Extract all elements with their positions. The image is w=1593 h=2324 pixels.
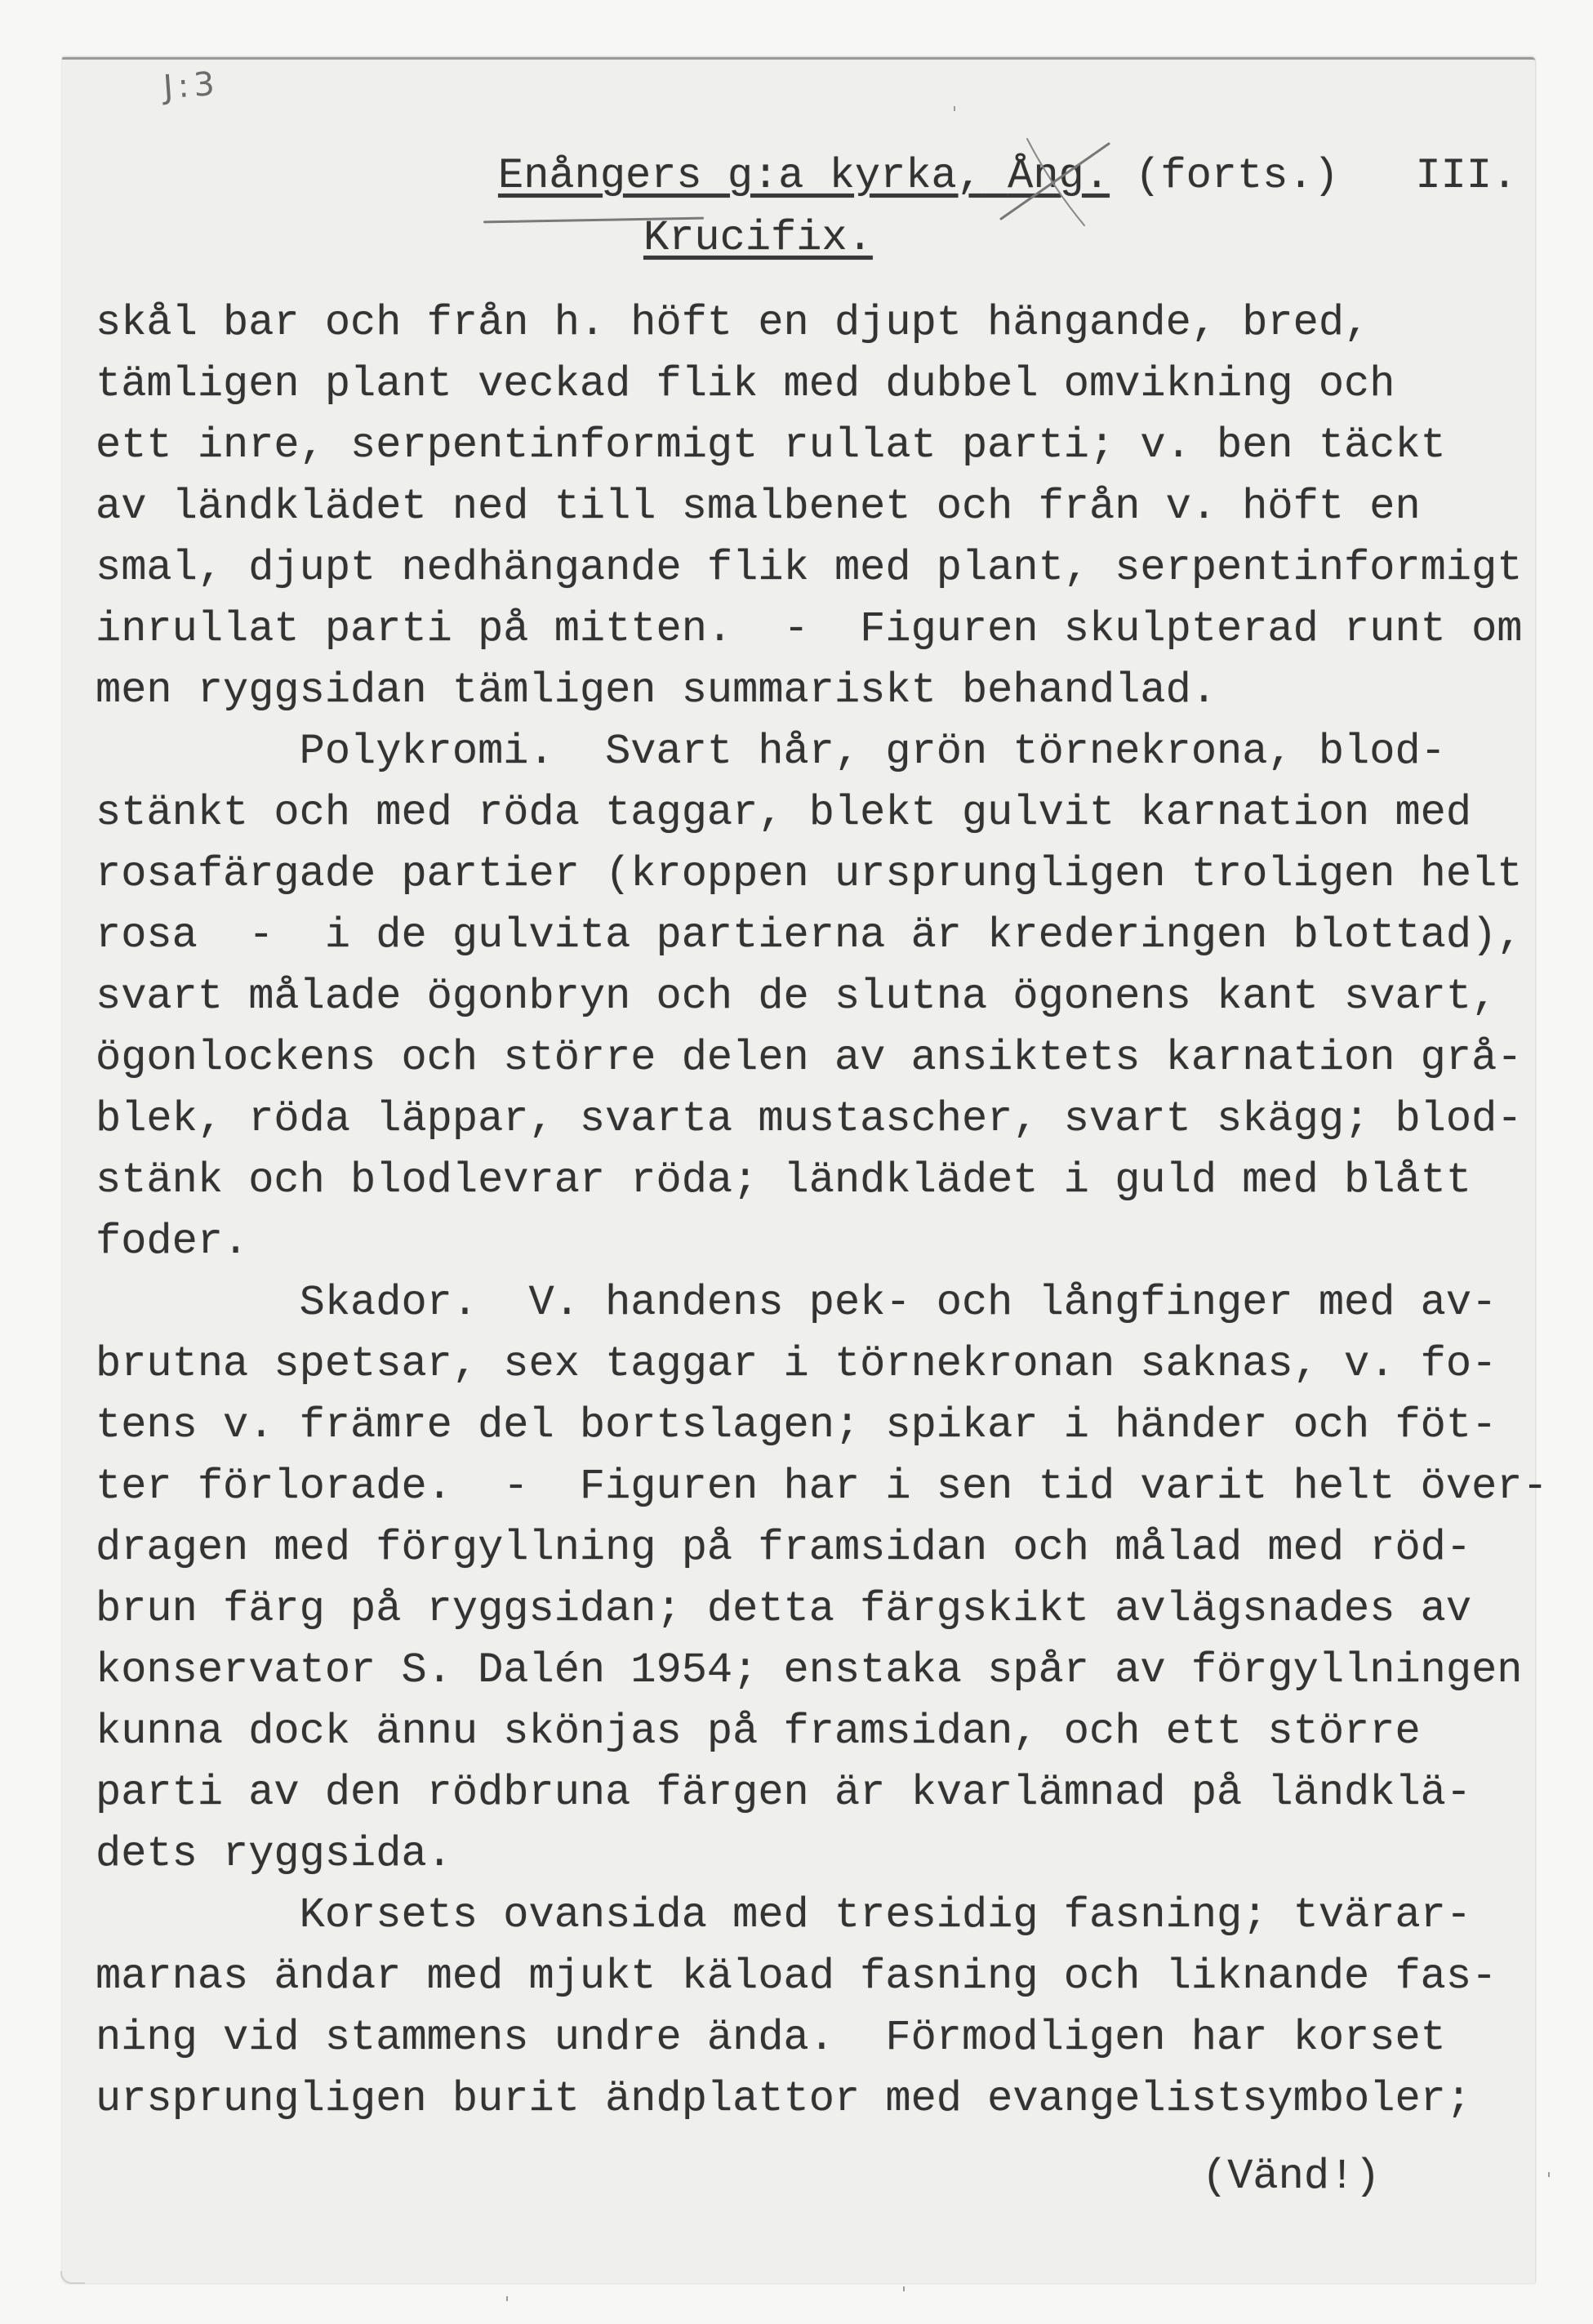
sheet-number: III. — [1415, 152, 1518, 200]
body-line: Korsets ovansida med tresidig fasning; tvärar- — [96, 1891, 1472, 1939]
body-line: marnas ändar med mjukt käload fasning och liknande fas- — [96, 1952, 1497, 2001]
body-line: svart målade ögonbryn och de slutna ögonens kant svart, — [96, 973, 1497, 1021]
scan-speck — [506, 2296, 508, 2301]
body-line: dets ryggsida. — [96, 1830, 452, 1878]
body-line: blek, röda läppar, svarta mustascher, svart skägg; blod- — [96, 1095, 1523, 1143]
body-line: Polykromi. Svart hår, grön törnekrona, blod- — [96, 728, 1446, 776]
body-line: brun färg på ryggsidan; detta färgskikt avlägsnades av — [96, 1585, 1472, 1633]
body-line: dragen med förgyllning på framsidan och målad med röd- — [96, 1524, 1472, 1572]
body-line: konservator S. Dalén 1954; enstaka spår av förgyllningen — [96, 1646, 1523, 1694]
header-continued: (forts.) — [1135, 152, 1339, 200]
body-line: rosafärgade partier (kroppen ursprungligen troligen helt — [96, 850, 1523, 898]
body-line: ett inre, serpentinformigt rullat parti; v. ben täckt — [96, 421, 1446, 470]
body-line: av ländklädet ned till smalbenet och från v. höft en — [96, 483, 1421, 531]
body-line: smal, djupt nedhängande flik med plant, serpentinformigt — [96, 544, 1523, 592]
body-line: ursprungligen burit ändplattor med evangelistsymboler; — [96, 2075, 1472, 2123]
body-line: ögonlockens och större delen av ansiktets karnation grå- — [96, 1034, 1523, 1082]
body-line: stänkt och med röda taggar, blekt gulvit karnation med — [96, 789, 1472, 837]
scan-speck — [1548, 2172, 1550, 2177]
subtitle-line — [643, 214, 873, 262]
body-line: tämligen plant veckad flik med dubbel omvikning och — [96, 360, 1395, 408]
header-subtitle: Krucifix. — [643, 214, 873, 262]
header-line — [498, 152, 1518, 200]
body-line: Skador. V. handens pek- och långfinger med av- — [96, 1279, 1497, 1327]
turn-over-note: (Vänd!) — [1202, 2153, 1381, 2201]
body-line: stänk och blodlevrar röda; ländklädet i guld med blått — [96, 1156, 1472, 1204]
body-line: brutna spetsar, sex taggar i törnekronan saknas, v. fo- — [96, 1340, 1497, 1388]
scan-speck — [954, 106, 955, 111]
scan-speck — [903, 2286, 905, 2291]
body-line: foder. — [96, 1218, 249, 1266]
header-title: Enångers g:a kyrka, — [498, 152, 982, 200]
handwritten-mark: J:3 — [162, 65, 221, 107]
body-line: tens v. främre del bortslagen; spikar i händer och föt- — [96, 1401, 1497, 1449]
body-line: ter förlorade. - Figuren har i sen tid varit helt över- — [96, 1463, 1548, 1511]
header-struck-abbrev: Ång. — [1008, 152, 1110, 200]
body-line: parti av den rödbruna färgen är kvarlämnad på ländklä- — [96, 1769, 1472, 1817]
body-line: men ryggsidan tämligen summariskt behandlad. — [96, 666, 1217, 715]
body-line: kunna dock ännu skönjas på framsidan, och ett större — [96, 1707, 1421, 1756]
body-line: inrullat parti på mitten. - Figuren skulpterad runt om — [96, 605, 1523, 653]
body-line: skål bar och från h. höft en djupt hängande, bred, — [96, 299, 1370, 347]
body-line: rosa - i de gulvita partierna är krederingen blottad), — [96, 911, 1523, 959]
body-line: ning vid stammens undre ända. Förmodligen har korset — [96, 2014, 1446, 2062]
